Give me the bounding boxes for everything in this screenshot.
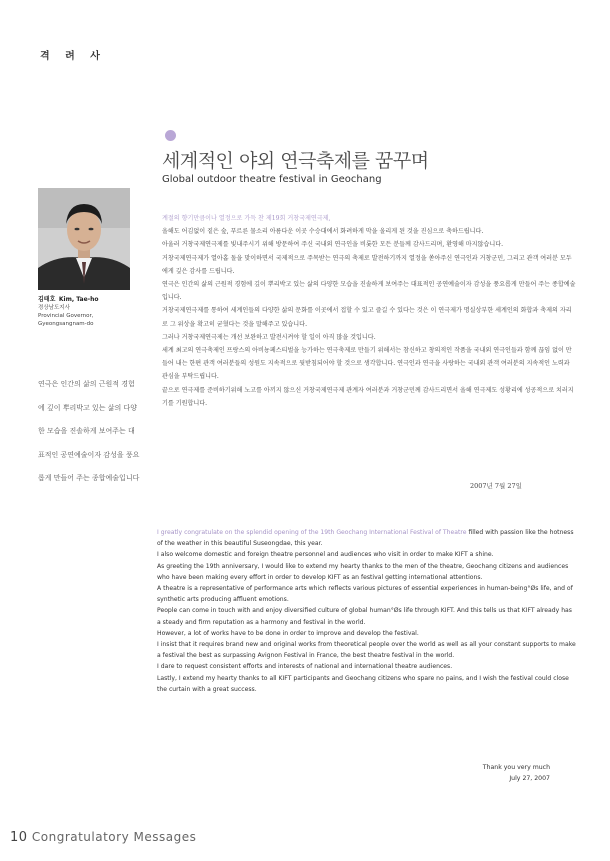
english-paragraph: I insist that it requires brand new and original works from theoretical people over the world as well as all your constant supports to make a festival the best as surpassing Avignon Festival in France, the best theatre festival in the world. <box>157 641 576 660</box>
page-number: 10 <box>10 830 28 845</box>
portrait-photo <box>38 188 130 290</box>
korean-paragraph: 계절의 향기만큼이나 열정으로 가득 찬 제19회 거창국제연극제, <box>162 215 331 222</box>
english-paragraph: I dare to request consistent efforts and interests of national and international theatre audiences. <box>157 663 453 671</box>
english-paragraph: As greeting the 19th anniversary, I would like to extend my hearty thanks to the men of the theatre, Geochang citizens and audiences who have been making every effort in order to develop KIFT as an festival getting international attentions. <box>157 562 569 581</box>
korean-paragraph: 끝으로 연극제를 준비하기위해 노고를 아끼지 않으신 거창국제연극제 관계자 여러분과 거창군민께 감사드리면서 올해 연극제도 성황리에 성공적으로 치러지기를 기원합니다. <box>162 386 574 407</box>
caption-role-ko: 경상남도지사 <box>38 305 70 311</box>
english-paragraph: I also welcome domestic and foreign theatre personnel and audiences who visit in order to make KIFT a shine. <box>157 551 494 559</box>
korean-paragraph: 그러나 거창국제연극제는 개선 보완하고 발전시켜야 할 일이 아직 많을 것입니다. <box>162 333 376 341</box>
korean-paragraph: 세계 최고의 연극축제인 프랑스의 아비뇽페스티벌을 능가하는 연극축제로 만들기 위해서는 참신하고 창의적인 작품을 국내외 연극인들과 함께 끊임 없이 만들어 내는 한편 관객 여러분들의 성원도 지속적으로 뒷받침되어야 할 것으로 생각합니다. 연극인과 연극을 사랑하는 국내외 관객 여러분의 지속적인 노력과 관심을 부탁드립니다. <box>162 347 572 381</box>
english-first-rest: filled with passion like the hotness of the weather in this beautiful Suseongdae, this year. <box>157 529 574 548</box>
side-quote: 연극은 인간의 삶의 근원적 경험에 깊이 뿌리박고 있는 삶의 다양한 모습을 진솔하게 보여주는 대표적인 공연예술이자 감성을 풍요롭게 만들어 주는 종합예술입니다 <box>38 380 140 482</box>
english-paragraph: However, a lot of works have to be done in order to improve and develop the festival. <box>157 629 419 637</box>
korean-date: 2007년 7월 27일 <box>470 482 522 490</box>
korean-paragraph: 거창국제연극제가 열아홉 돌을 맞이하면서 국제적으로 주목받는 연극의 축제로 발전하기까지 열정을 쏟아주신 연극인과 거창군민, 그리고 관객 여러분 모두에게 깊은 감사를 드립니다. <box>162 254 572 275</box>
closing-thanks: Thank you very much <box>482 764 550 771</box>
english-paragraph: Lastly, I extend my hearty thanks to all KIFT participants and Geochang citizens who spare no pains, and I wish the festival could close the curtain with a great success. <box>157 674 569 693</box>
footer-section-title: Congratulatory Messages <box>31 830 197 844</box>
page-title-korean: 세계적인 야외 연극축제를 꿈꾸며 <box>162 150 429 172</box>
korean-paragraph: 연극은 인간의 삶의 근원적 경험에 깊이 뿌리박고 있는 삶의 다양한 모습을 진솔하게 보여주는 대표적인 공연예술이자 감성을 풍요롭게 만들어 주는 종합예술입니다. <box>162 281 576 302</box>
page-title-english: Global outdoor theatre festival in Geochang <box>162 174 382 185</box>
closing <box>430 762 550 784</box>
english-paragraph: People can come in touch with and enjoy diversified culture of global human°Øs life through KIFT. And this tells us that KIFT already has a steady and firm reputation as a harmony and festival in the world. <box>157 607 572 626</box>
caption-role-en-1: Provincial Governor, <box>38 313 94 319</box>
page-footer <box>10 830 196 845</box>
caption-name-ko: 김태호 <box>38 296 56 303</box>
korean-paragraph: 아울러 거창국제연극제를 빛내주시기 위해 방문하여 주신 국내외 연극인을 비롯한 모든 분들께 감사드리며, 환영해 마지않습니다. <box>162 241 504 249</box>
english-paragraph: A theatre is a representative of performance arts which reflects various pictures of essential experiences in human-being°Øs life, and of synthetic arts producing affluent emotions. <box>157 585 573 604</box>
korean-paragraph: 거창국제연극제를 통하여 세계인들의 다양한 삶의 문화를 이곳에서 접할 수 있고 즐길 수 있다는 것은 이 연극제가 명실상부한 세계인의 화합과 축제의 자리로 그 위상을 확고히 굳혔다는 것을 말해주고 있습니다. <box>162 307 572 328</box>
photo-caption <box>38 296 138 328</box>
english-body <box>157 527 577 695</box>
section-label: 격 려 사 <box>40 51 106 62</box>
bullet-dot-icon <box>165 130 176 141</box>
korean-paragraph: 올해도 어김없이 짙은 숲, 푸르른 물소리 아름다운 이곳 수승대에서 화려하게 막을 올리게 된 것을 진심으로 축하드립니다. <box>162 228 484 236</box>
closing-date: July 27, 2007 <box>509 775 550 782</box>
caption-role-en-2: Gyeongsangnam-do <box>38 321 94 327</box>
english-paragraph <box>157 527 577 549</box>
korean-body <box>162 212 577 410</box>
english-highlight: I greatly congratulate on the splendid opening of the 19th Geochang International Festival of Theatre <box>157 529 467 536</box>
caption-name-en: Kim, Tae-ho <box>58 296 99 303</box>
